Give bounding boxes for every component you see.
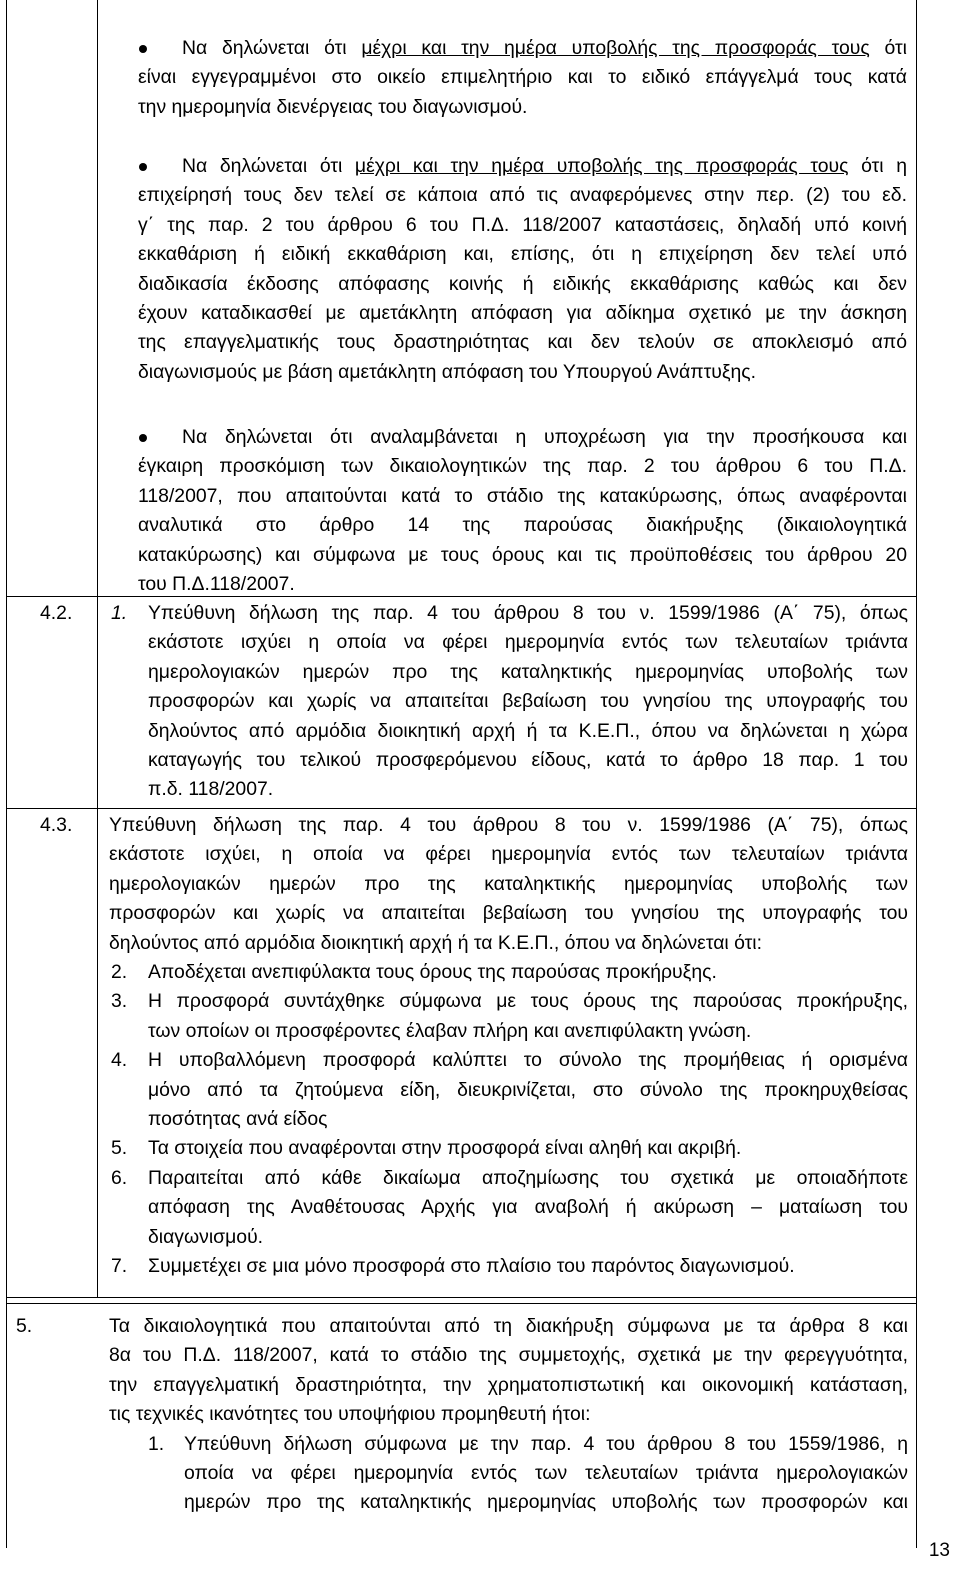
bullet-icon	[139, 434, 147, 442]
bullet-2-line-5: διαδικασία έκδοσης απόφασης κοινής ή ειδικής εκκαθάρισης καθώς και δεν	[138, 272, 907, 295]
bullet-1-line-2: είναι εγγεγραμμένοι στο οικείο επιμελητήριο και το ειδικό επάγγελμά τους κατά	[138, 66, 907, 89]
s43-line-1: Υπεύθυνη δήλωση της παρ. 4 του άρθρου 8 του ν. 1599/1986 (Α΄ 75), όπως	[109, 814, 908, 836]
bullet-3-line-2: έγκαιρη προσκόμιση των δικαιολογητικών της παρ. 2 του άρθρου 6 του Π.Δ.	[138, 455, 907, 478]
s5-line-4: τις τεχνικές ικανότητες του υποψήφιου προμηθευτή ήτοι:	[109, 1403, 591, 1426]
s42-line-3: ημερολογιακών ημερών προ της καταληκτικής ημερομηνίας υποβολής των	[148, 660, 908, 683]
list-item: Τα στοιχεία που αναφέρονται στην προσφορά είναι αληθή και ακριβή.	[148, 1137, 742, 1160]
list-item: Παραιτείται από κάθε δικαίωμα αποζημίωσης του σχετικά με οποιαδήποτε	[148, 1166, 908, 1189]
s42-line-6: καταγωγής του τελικού προσφερόμενου είδους, κατά το άρθρο 18 παρ. 1 του	[148, 749, 908, 771]
s42-line-1: Υπεύθυνη δήλωση της παρ. 4 του άρθρου 8 του ν. 1599/1986 (Α΄ 75), όπως	[148, 602, 908, 624]
list-item-number: 1.	[148, 1432, 165, 1455]
bullet-3-line-5: κατακύρωσης) και σύμφωνα με τους όρους και τις προϋποθέσεις του άρθρου 20	[138, 543, 907, 566]
s5-line-3: την επαγγελματική δραστηριότητα, την χρηματοπιστωτική και οικονομική κατάσταση,	[109, 1373, 908, 1396]
list-item: Αποδέχεται ανεπιφύλακτα τους όρους της παρούσας προκήρυξης.	[148, 961, 717, 983]
row-divider	[6, 808, 917, 809]
bullet-3-line-4: αναλυτικά στο άρθρο 14 της παρούσας διακήρυξης (δικαιολογητικά	[138, 514, 907, 537]
s43-line-4: προσφορών και χωρίς να απαιτείται βεβαίωση του γνησίου της υπογραφής του	[109, 902, 908, 925]
bullet-2-line-6: έχουν καταδικασθεί με αμετάκλητη απόφαση για αδίκημα σχετικό με την άσκηση	[138, 302, 907, 324]
s43-line-2: εκάστοτε ισχύει, η οποία να φέρει ημερομηνία εντός των τελευταίων τριάντα	[109, 843, 908, 866]
list-item: διαγωνισμού.	[148, 1225, 264, 1248]
list-item: Η υποβαλλόμενη προσφορά καλύπτει το σύνολο της προμήθειας ή ορισμένα	[148, 1049, 908, 1072]
list-item: μόνο από τα ζητούμενα είδη, διευκρινίζεται, στο σύνολο της προκηρυχθείσας	[148, 1078, 908, 1101]
section-number: 4.3.	[40, 814, 73, 836]
s5-item-line-1: Υπεύθυνη δήλωση σύμφωνα με την παρ. 4 του άρθρου 8 του 1559/1986, η	[184, 1432, 908, 1455]
row-divider	[6, 1303, 917, 1304]
row-divider	[6, 1297, 917, 1298]
s42-line-5: δηλούντος από αρμόδια διοικητική αρχή ή τα Κ.Ε.Π., όπου να δηλώνεται η χώρα	[148, 719, 908, 742]
bullet-3-line-1: Να δηλώνεται ότι αναλαμβάνεται η υποχρέωση για την προσήκουσα και	[182, 426, 907, 448]
bullet-1-line-1: Να δηλώνεται ότι μέχρι και την ημέρα υποβολής της προσφοράς τους ότι	[182, 37, 907, 59]
column-divider	[97, 0, 98, 1297]
bullet-2-line-8: διαγωνισμούς με βάση αμετάκλητη απόφαση του Υπουργού Ανάπτυξης.	[138, 360, 757, 383]
list-item-number: 3.	[111, 990, 128, 1013]
s5-item-line-3: ημερών προ της καταληκτικής ημερομηνίας υποβολής των προσφορών και	[184, 1491, 908, 1514]
list-item-number: 7.	[111, 1255, 128, 1277]
bullet-2-line-3: γ΄ της παρ. 2 του άρθρου 6 του Π.Δ. 118/2007 καταστάσεις, δηλαδή υπό κοινή	[138, 213, 907, 236]
list-item: απόφαση της Αναθέτουσας Αρχής για αναβολή ή ακύρωση – ματαίωση του	[148, 1196, 908, 1219]
list-item-number: 2.	[111, 961, 128, 983]
bullet-icon	[139, 163, 147, 171]
s5-line-1: Τα δικαιολογητικά που απαιτούνται από τη διακήρυξη σύμφωνα με τα άρθρα 8 και	[109, 1315, 908, 1337]
list-item: ποσότητας ανά είδος	[148, 1108, 328, 1130]
bullet-2-line-1: Να δηλώνεται ότι μέχρι και την ημέρα υποβολής της προσφοράς τους ότι η	[182, 155, 907, 177]
bullet-1-line-3: την ημερομηνία διενέργειας του διαγωνισμού.	[138, 95, 528, 118]
section-number: 4.2.	[40, 602, 73, 624]
s42-line-2: εκάστοτε ισχύει η οποία να φέρει ημερομηνία εντός των τελευταίων τριάντα	[148, 631, 908, 654]
bullet-2-line-4: εκκαθάριση ή ειδική εκκαθάριση και, επίσης, ότι η επιχείρηση δεν τελεί υπό	[138, 243, 907, 266]
list-item: των οποίων οι προσφέροντες έλαβαν πλήρη και ανεπιφύλακτη γνώση.	[148, 1019, 752, 1042]
page-number: 13	[928, 1540, 950, 1561]
s43-line-3: ημερολογιακών ημερών προ της καταληκτικής ημερομηνίας υποβολής των	[109, 872, 908, 895]
s43-line-5: δηλούντος από αρμόδια διοικητική αρχή ή τα Κ.Ε.Π., όπου να δηλώνεται ότι:	[109, 931, 762, 954]
bullet-3-line-6: του Π.Δ.118/2007.	[138, 573, 295, 595]
bullet-icon	[139, 45, 147, 53]
list-item: Συμμετέχει σε μια μόνο προσφορά στο πλαίσιο του παρόντος διαγωνισμού.	[148, 1255, 795, 1277]
list-item-number: 4.	[111, 1049, 128, 1072]
bullet-3-line-3: 118/2007, που απαιτούνται κατά το στάδιο της κατακύρωσης, όπως αναφέρονται	[138, 484, 907, 507]
s42-line-7: π.δ. 118/2007.	[148, 778, 274, 801]
bullet-2-line-7: της επαγγελματικής τους δραστηριότητας και δεν τελούν σε αποκλεισμό από	[138, 331, 907, 354]
s42-line-4: προσφορών και χωρίς να απαιτείται βεβαίωση του γνησίου της υπογραφής του	[148, 690, 908, 713]
list-item-number: 5.	[111, 1137, 128, 1160]
item-number: 1.	[111, 602, 128, 624]
list-item-number: 6.	[111, 1166, 128, 1189]
s5-line-2: 8α του Π.Δ. 118/2007, κατά το στάδιο της συμμετοχής, σχετικά με την φερεγγυότητα,	[109, 1344, 908, 1367]
list-item: Η προσφορά συντάχθηκε σύμφωνα με τους όρους της παρούσας προκήρυξης,	[148, 990, 908, 1013]
s5-item-line-2: οποία να φέρει ημερομηνία εντός των τελευταίων τριάντα ημερολογιακών	[184, 1462, 908, 1484]
section-number: 5.	[16, 1315, 33, 1337]
bullet-2-line-2: επιχείρησή τους δεν τελεί σε κάποια από τις αναφερόμενες στην περ. (2) του εδ.	[138, 184, 907, 207]
